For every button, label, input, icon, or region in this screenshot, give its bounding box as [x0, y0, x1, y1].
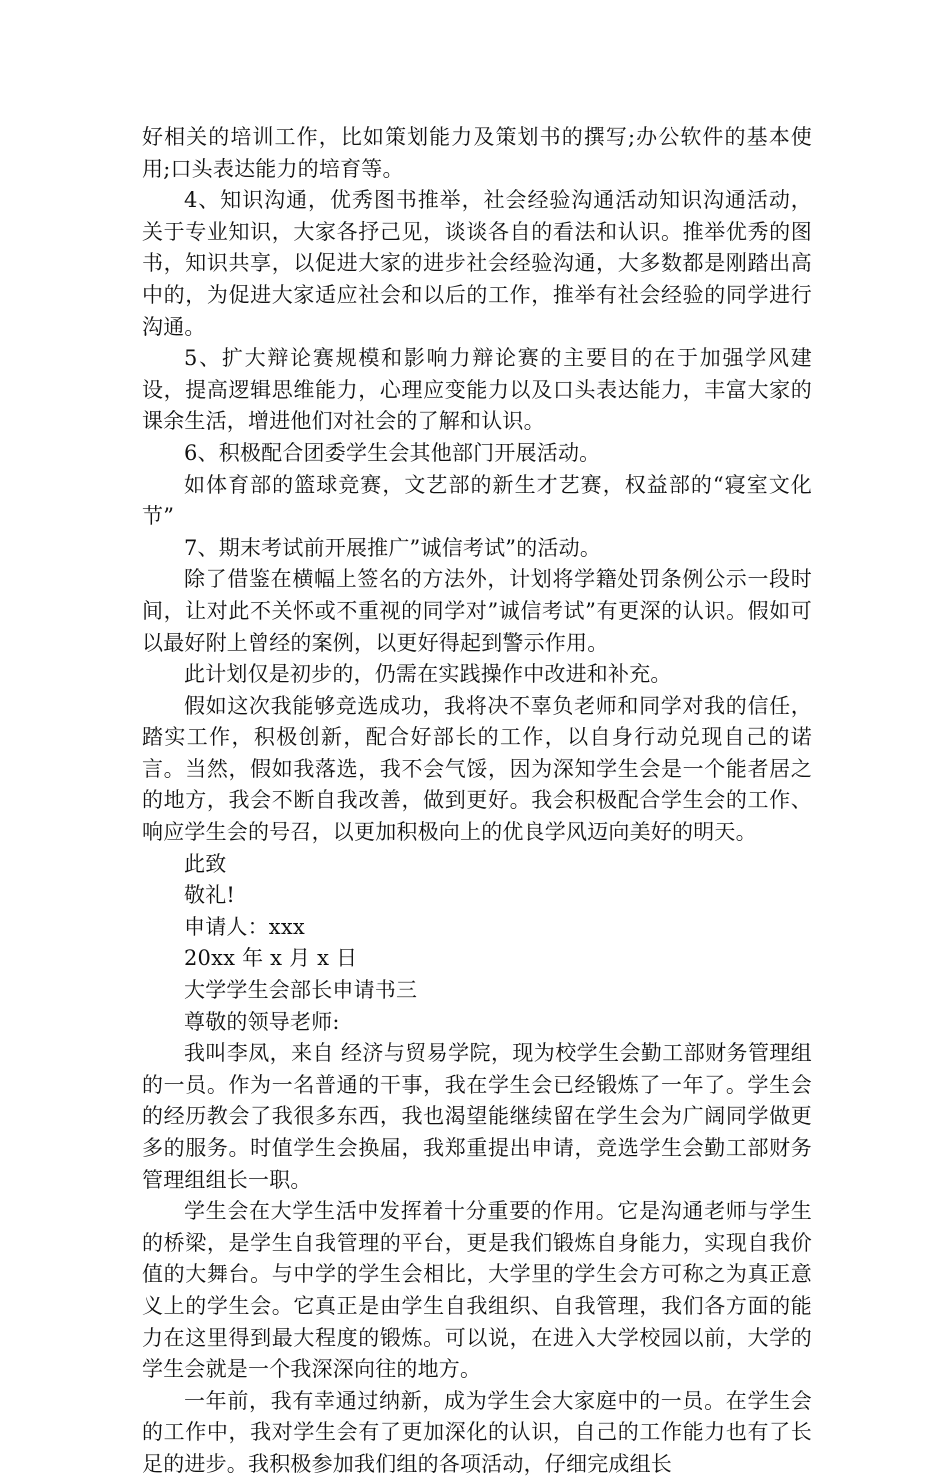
closing-salutation: 此致 [184, 851, 227, 876]
paragraph-continuation: 好相关的培训工作，比如策划能力及策划书的撰写;办公软件的基本使用;口头表达能力的培育等。 [142, 125, 812, 181]
paragraph-student-union-role: 学生会在大学生活中发挥着十分重要的作用。它是沟通老师与学生的桥梁，是学生自我管理的平台，更是我们锻炼自身能力，实现自我价值的大舞台。与中学的学生会相比，大学里的学生会方可称之为真正意义上的学生会。它真正是由学生自我组织、自我管理，我们各方面的能力在这里得到最大程度的锻炼。可以说，在进入大学校园以前，大学的学生会就是一个我深深向往的地方。 [142, 1199, 812, 1382]
paragraph-introduction: 我叫李凤，来自 经济与贸易学院，现为校学生会勤工部财务管理组的一员。作为一名普通的干事，我在学生会已经锻炼了一年了。学生会的经历教会了我很多东西，我也渴望能继续留在学生会为广阔同学做更多的服务。时值学生会换届，我郑重提出申请，竞选学生会勤工部财务管理组组长一职。 [142, 1041, 812, 1192]
paragraph-item-7: 7、期末考试前开展推广”诚信考试”的活动。 [184, 535, 602, 560]
paragraph-item-5: 5、扩大辩论赛规模和影响力辩论赛的主要目的在于加强学风建设，提高逻辑思维能力，心理应变能力以及口头表达能力，丰富大家的课余生活，增进他们对社会的了解和认识。 [142, 346, 812, 434]
paragraph-item-6-detail: 如体育部的篮球竞赛，文艺部的新生才艺赛，权益部的“寝室文化节” [142, 472, 812, 529]
section-title: 大学学生会部长申请书三 [184, 978, 418, 1003]
applicant-signature: 申请人：xxx [184, 914, 305, 939]
application-date: 20xx 年 x 月 x 日 [184, 946, 358, 971]
paragraph-item-6: 6、积极配合团委学生会其他部门开展活动。 [184, 440, 601, 465]
paragraph-experience: 一年前，我有幸通过纳新，成为学生会大家庭中的一员。在学生会的工作中，我对学生会有了更加深化的认识，自己的工作能力也有了长足的进步。我积极参加我们组的各项活动，仔细完成组长 [142, 1388, 812, 1476]
letter-greeting: 尊敬的领导老师: [184, 1009, 340, 1034]
paragraph-item-4: 4、知识沟通，优秀图书推举，社会经验沟通活动知识沟通活动，关于专业知识，大家各抒己见，谈谈各自的看法和认识。推举优秀的图书，知识共享，以促进大家的进步社会经验沟通，大多数都是刚踏出高中的，为促进大家适应社会和以后的工作，推举有社会经验的同学进行沟通。 [142, 188, 812, 339]
paragraph-plan-note: 此计划仅是初步的，仍需在实践操作中改进和补充。 [184, 662, 672, 687]
paragraph-commitment: 假如这次我能够竞选成功，我将决不辜负老师和同学对我的信任，踏实工作，积极创新，配合好部长的工作，以自身行动兑现自己的诺言。当然，假如我落选，我不会气馁，因为深知学生会是一个能者居之的地方，我会不断自我改善，做到更好。我会积极配合学生会的工作、响应学生会的号召，以更加积极向上的优良学风迈向美好的明天。 [142, 693, 812, 845]
paragraph-item-7-detail: 除了借鉴在横幅上签名的方法外，计划将学籍处罚条例公示一段时间，让对此不关怀或不重视的同学对”诚信考试”有更深的认识。假如可以最好附上曾经的案例，以更好得起到警示作用。 [142, 567, 812, 655]
closing-regards: 敬礼! [184, 883, 236, 908]
document-body [142, 122, 812, 1481]
